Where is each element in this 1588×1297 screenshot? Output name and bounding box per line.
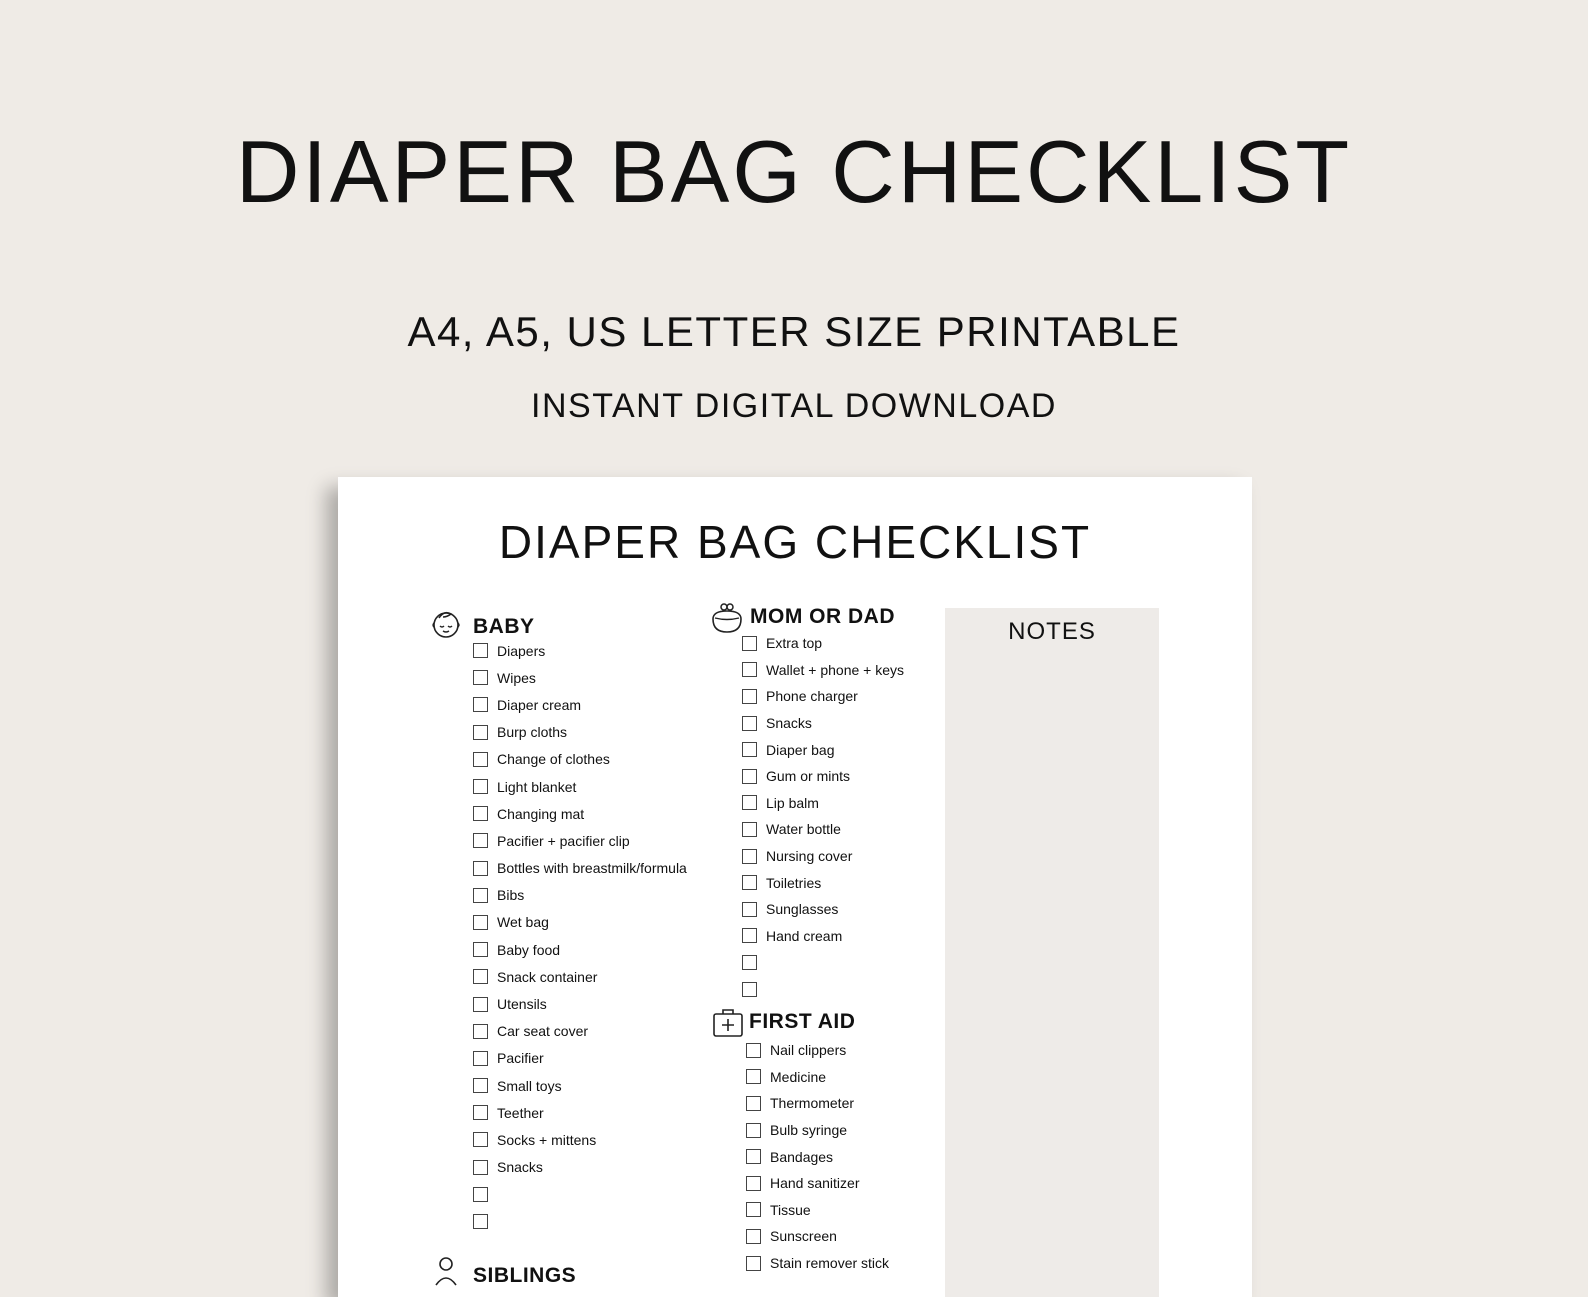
checklist-item[interactable] [473, 691, 687, 718]
checklist-item[interactable] [742, 763, 904, 790]
checkbox[interactable] [742, 716, 757, 731]
checklist-item[interactable] [473, 719, 687, 746]
checkbox[interactable] [473, 833, 488, 848]
checklist-item-label: Pacifier [497, 1050, 544, 1067]
checklist-item[interactable] [746, 1250, 889, 1277]
checkbox[interactable] [742, 795, 757, 810]
checklist-item[interactable] [473, 909, 687, 936]
checkbox[interactable] [473, 942, 488, 957]
checklist-item[interactable] [473, 1208, 687, 1235]
checkbox[interactable] [746, 1202, 761, 1217]
notes-label: NOTES [1008, 618, 1096, 645]
checkbox[interactable] [746, 1176, 761, 1191]
checklist-item[interactable] [742, 976, 904, 1003]
checkbox[interactable] [746, 1229, 761, 1244]
checkbox[interactable] [742, 662, 757, 677]
person-icon [430, 1255, 464, 1289]
checklist-item-label: Extra top [766, 635, 823, 652]
checkbox[interactable] [473, 725, 488, 740]
checklist-item[interactable] [473, 1072, 687, 1099]
size-subtitle: A4, A5, US LETTER SIZE PRINTABLE [407, 308, 1181, 355]
checklist-item-label: Burp cloths [497, 724, 568, 741]
checklist-item[interactable] [473, 1099, 687, 1126]
checkbox[interactable] [742, 822, 757, 837]
checklist-item[interactable] [473, 637, 687, 664]
checklist-item[interactable] [473, 882, 687, 909]
checklist-item[interactable] [742, 949, 904, 976]
purse-icon [710, 601, 744, 635]
sheet-title: DIAPER BAG CHECKLIST [498, 516, 1092, 568]
checkbox[interactable] [742, 636, 757, 651]
siblings-heading: SIBLINGS [473, 1264, 577, 1287]
checklist-item[interactable] [742, 710, 904, 737]
checklist-item-label: Medicine [770, 1068, 827, 1085]
checklist-item-label: Wipes [497, 669, 536, 686]
checkbox[interactable] [473, 969, 488, 984]
checklist-item-label: Snacks [766, 715, 812, 732]
checklist-item[interactable] [746, 1170, 889, 1197]
checkbox[interactable] [473, 1132, 488, 1147]
checklist-item[interactable] [473, 936, 687, 963]
checklist-item[interactable] [473, 1045, 687, 1072]
mom-or-dad-checklist [742, 630, 904, 1002]
checklist-item-label: Nursing cover [766, 848, 853, 865]
checklist-item-label: Small toys [497, 1077, 562, 1094]
checkbox[interactable] [742, 875, 757, 890]
checkbox[interactable] [473, 1051, 488, 1066]
checklist-item[interactable] [473, 1018, 687, 1045]
checklist-item[interactable] [473, 746, 687, 773]
checklist-item-label: Gum or mints [766, 768, 851, 785]
checkbox[interactable] [473, 779, 488, 794]
checklist-item[interactable] [746, 1197, 889, 1224]
checklist-item-label: Nail clippers [770, 1042, 847, 1059]
checkbox[interactable] [742, 955, 757, 970]
checklist-item-label: Toiletries [766, 874, 822, 891]
checkbox[interactable] [473, 997, 488, 1012]
checklist-item-label: Bulb syringe [770, 1122, 848, 1139]
first-aid-heading: FIRST AID [749, 1010, 856, 1033]
checkbox[interactable] [473, 1187, 488, 1202]
siblings-section-header [430, 1255, 630, 1287]
baby-checklist [473, 637, 687, 1235]
checklist-item[interactable] [473, 773, 687, 800]
checklist-item-label: Hand sanitizer [770, 1175, 860, 1192]
checklist-item-label: Diapers [497, 642, 546, 659]
checklist-item-label: Thermometer [770, 1095, 855, 1112]
checkbox[interactable] [473, 1105, 488, 1120]
checkbox[interactable] [473, 752, 488, 767]
checklist-item[interactable] [473, 990, 687, 1017]
checklist-item-label: Utensils [497, 996, 547, 1013]
checklist-item-label: Changing mat [497, 805, 585, 822]
checkbox[interactable] [473, 1024, 488, 1039]
checklist-item[interactable] [746, 1143, 889, 1170]
checkbox[interactable] [473, 861, 488, 876]
checklist-item-label: Sunglasses [766, 901, 839, 918]
checklist-item[interactable] [473, 963, 687, 990]
checklist-item[interactable] [742, 896, 904, 923]
checklist-item-label: Phone charger [766, 688, 858, 705]
checkbox[interactable] [742, 689, 757, 704]
checklist-item-label: Lip balm [766, 794, 819, 811]
checklist-item[interactable] [742, 683, 904, 710]
first-aid-checklist [746, 1037, 889, 1276]
checkbox[interactable] [746, 1256, 761, 1271]
checklist-item[interactable] [473, 1181, 687, 1208]
checklist-item-label: Water bottle [766, 821, 841, 838]
checkbox[interactable] [742, 928, 757, 943]
checkbox[interactable] [746, 1149, 761, 1164]
checkbox[interactable] [473, 670, 488, 685]
checklist-item[interactable] [473, 800, 687, 827]
checklist-item-label: Baby food [497, 941, 561, 958]
checklist-item[interactable] [742, 736, 904, 763]
checklist-item[interactable] [746, 1090, 889, 1117]
checklist-item-label: Light blanket [497, 778, 577, 795]
checklist-item-label: Stain remover stick [770, 1255, 890, 1272]
checklist-item-label: Car seat cover [497, 1023, 589, 1040]
checklist-item[interactable] [746, 1223, 889, 1250]
checklist-item-label: Diaper bag [766, 741, 835, 758]
checklist-item-label: Wallet + phone + keys [766, 661, 905, 678]
checklist-item[interactable] [742, 816, 904, 843]
checklist-item-label: Bibs [497, 887, 525, 904]
checklist-item[interactable] [746, 1117, 889, 1144]
checkbox[interactable] [473, 697, 488, 712]
download-subtitle: INSTANT DIGITAL DOWNLOAD [531, 387, 1057, 425]
checklist-item[interactable] [473, 855, 687, 882]
checkbox[interactable] [473, 1160, 488, 1175]
checkbox[interactable] [742, 769, 757, 784]
checklist-item[interactable] [742, 843, 904, 870]
checkbox[interactable] [742, 982, 757, 997]
checklist-item[interactable] [473, 827, 687, 854]
checklist-item-label: Socks + mittens [497, 1131, 597, 1148]
mom-or-dad-section-header [710, 601, 940, 633]
checklist-item-label: Tissue [770, 1201, 811, 1218]
checkbox[interactable] [746, 1096, 761, 1111]
checklist-item-label: Change of clothes [497, 751, 610, 768]
checklist-item-label: Bandages [770, 1148, 834, 1165]
checklist-item[interactable] [473, 1154, 687, 1181]
checklist-item-label: Hand cream [766, 927, 843, 944]
checklist-item[interactable] [473, 1126, 687, 1153]
checklist-sheet [338, 477, 1252, 1297]
first-aid-section-header [712, 1006, 932, 1038]
checklist-item[interactable] [742, 869, 904, 896]
first-aid-kit-icon [712, 1006, 746, 1040]
checklist-item-label: Diaper cream [497, 696, 582, 713]
checklist-item[interactable] [742, 923, 904, 950]
checkbox[interactable] [473, 915, 488, 930]
checkbox[interactable] [473, 643, 488, 658]
checkbox[interactable] [473, 806, 488, 821]
checklist-item[interactable] [746, 1037, 889, 1064]
checklist-item-label: Teether [497, 1104, 544, 1121]
checkbox[interactable] [473, 888, 488, 903]
baby-section-header [430, 607, 630, 639]
checklist-item-label: Sunscreen [770, 1228, 837, 1245]
checklist-item-label: Snack container [497, 968, 598, 985]
checkbox[interactable] [746, 1043, 761, 1058]
checklist-item-label: Wet bag [497, 914, 549, 931]
checklist-item[interactable] [742, 657, 904, 684]
checklist-item[interactable] [473, 664, 687, 691]
checkbox[interactable] [746, 1069, 761, 1084]
checklist-item[interactable] [746, 1064, 889, 1091]
checklist-item[interactable] [742, 790, 904, 817]
checklist-item-label: Snacks [497, 1159, 543, 1176]
notes-panel[interactable] [945, 608, 1159, 1297]
baby-heading: BABY [473, 615, 535, 638]
checkbox[interactable] [746, 1123, 761, 1138]
baby-face-icon [430, 607, 464, 641]
checkbox[interactable] [742, 902, 757, 917]
checklist-item-label: Pacifier + pacifier clip [497, 832, 630, 849]
checklist-item-label: Bottles with breastmilk/formula [497, 860, 687, 877]
checkbox[interactable] [473, 1078, 488, 1093]
checkbox[interactable] [742, 849, 757, 864]
checklist-item[interactable] [742, 630, 904, 657]
checkbox[interactable] [473, 1214, 488, 1229]
mom-or-dad-heading: MOM OR DAD [750, 605, 895, 628]
page-title: DIAPER BAG CHECKLIST [235, 122, 1353, 221]
checkbox[interactable] [742, 742, 757, 757]
